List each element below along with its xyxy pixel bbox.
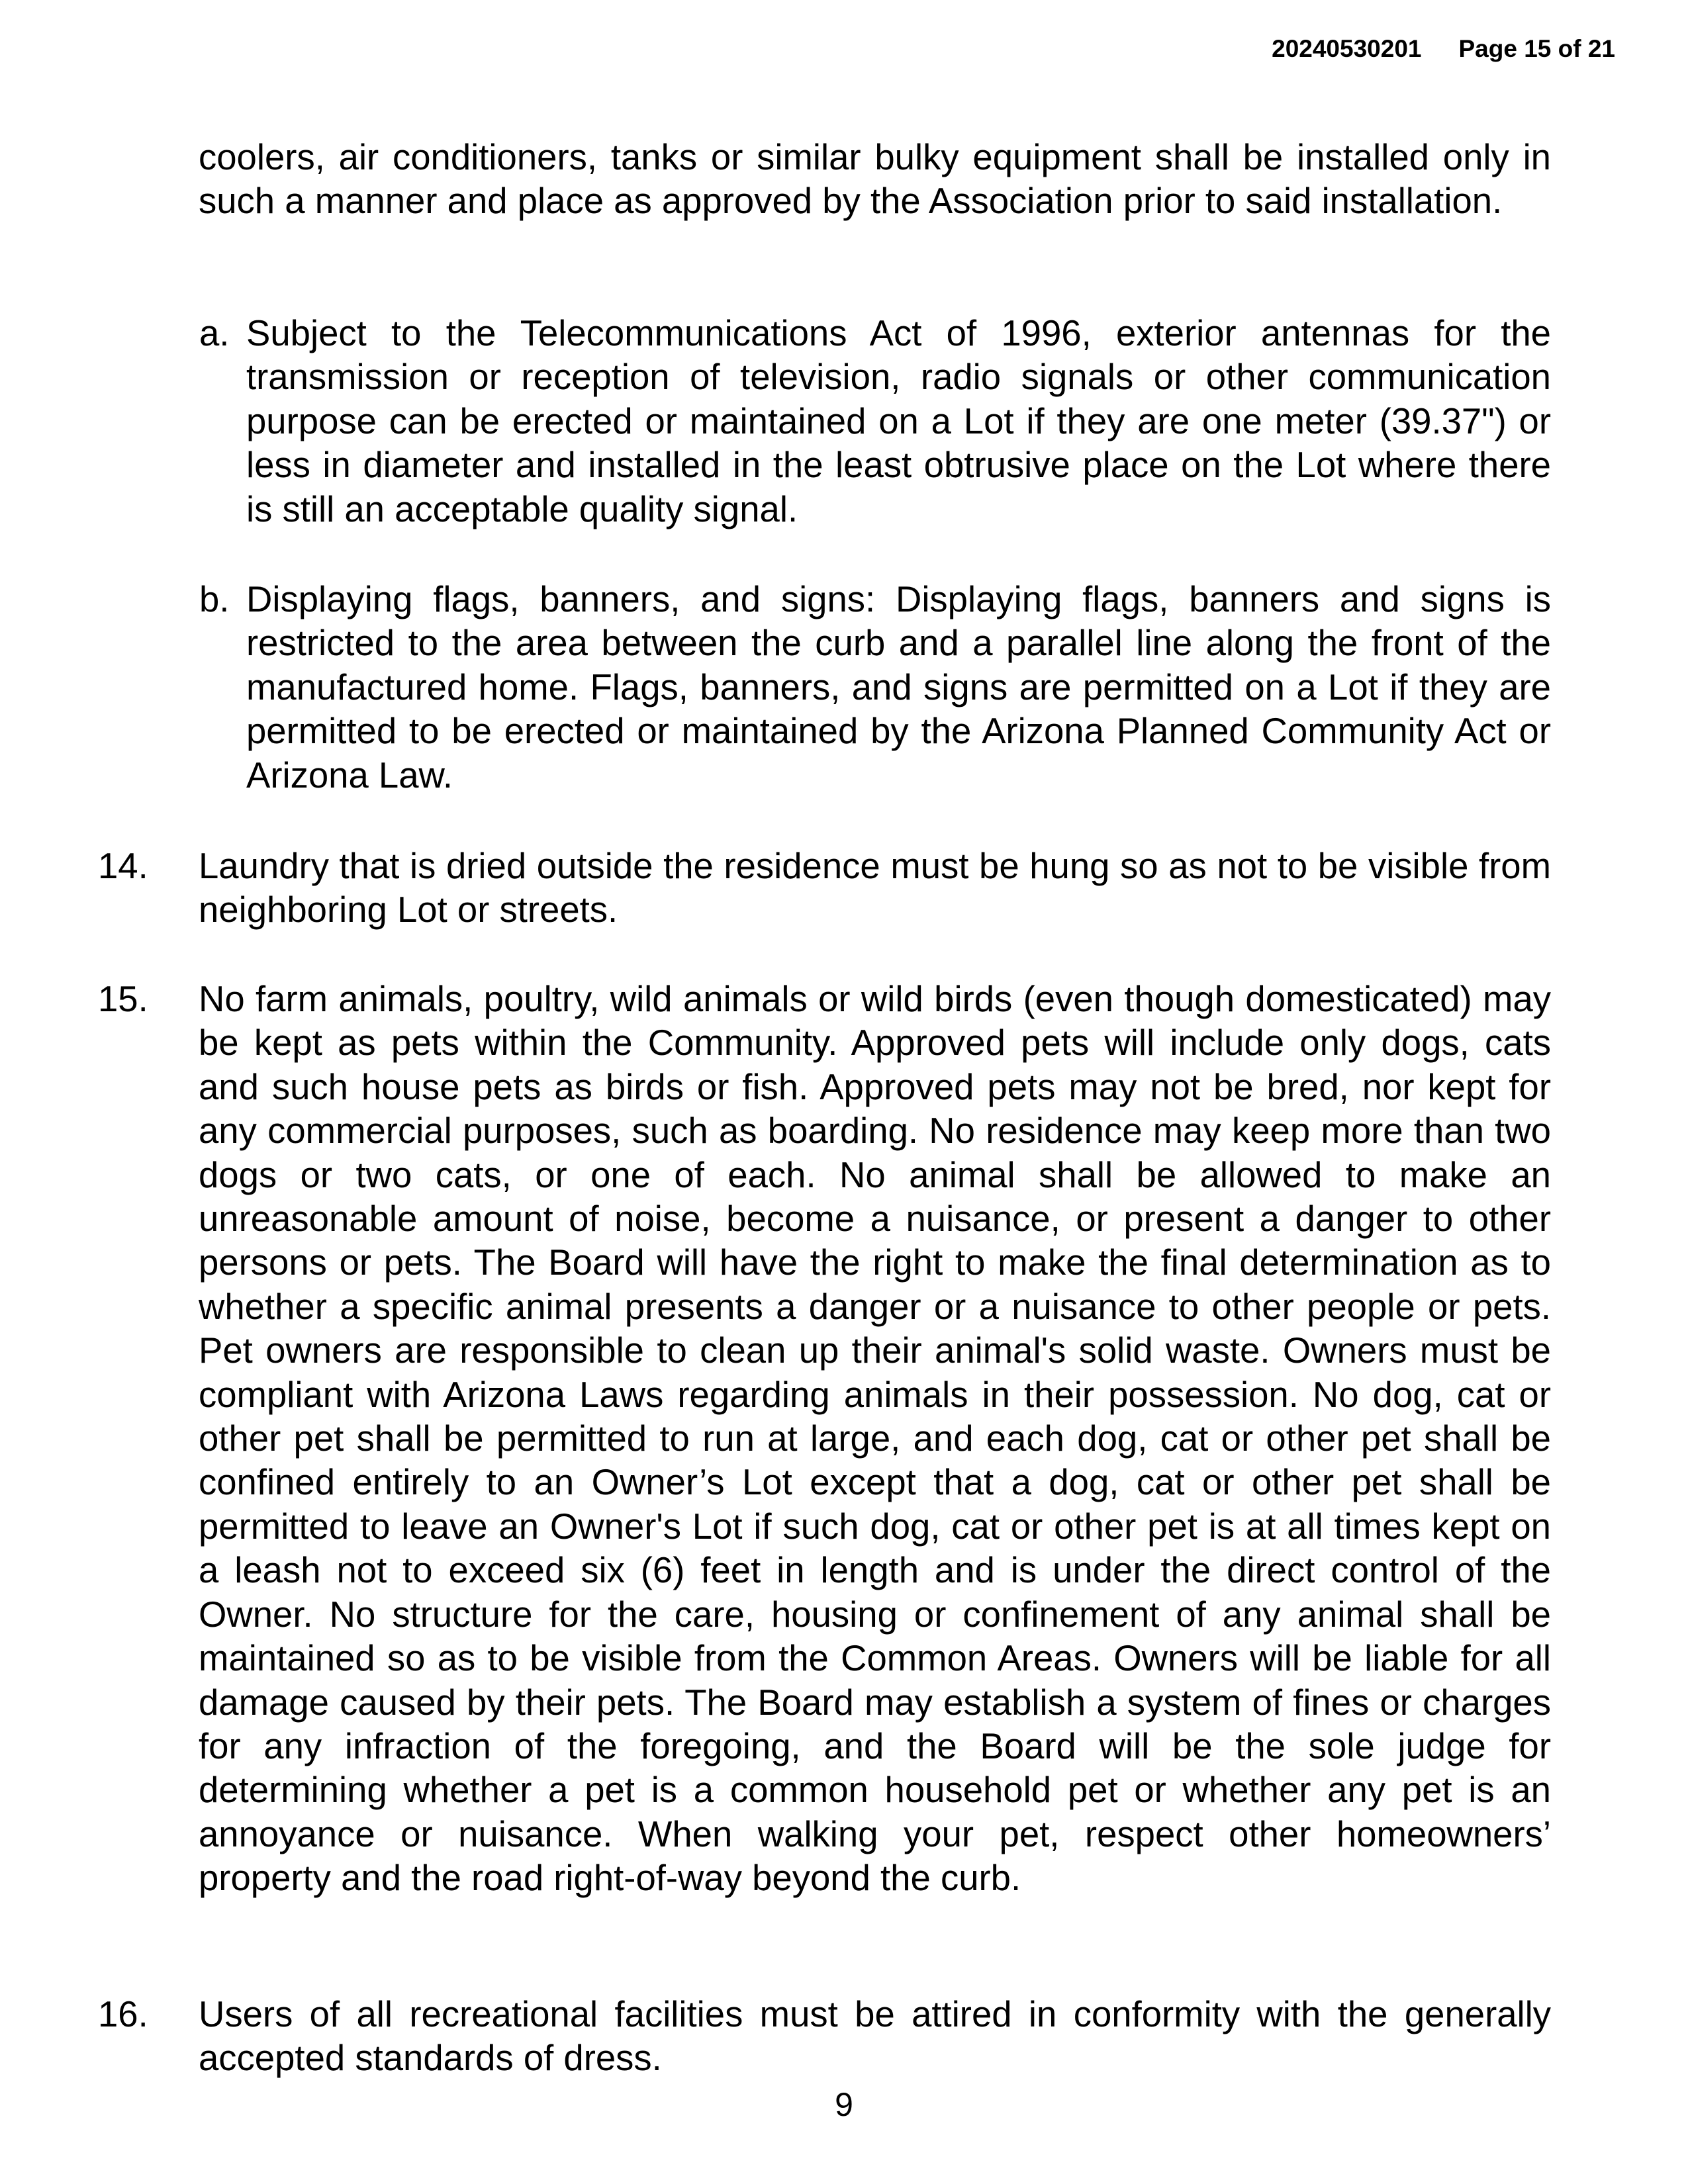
page-header — [1272, 33, 1615, 65]
subitem-text: Subject to the Telecommunications Act of 1996, exterior antennas for the transmission or reception of television, radio signals or other communication purpose can be erected or maintained on a Lot if they are one meter (39.37") or less in diameter and installed in the least obtrusive place on the Lot where there is still an acceptable quality signal. — [246, 313, 1551, 529]
subitem-a — [199, 312, 1551, 531]
item-number: 15. — [98, 979, 148, 1019]
subitem-marker: b. — [199, 579, 230, 619]
item-15-text: No farm animals, poultry, wild animals or wild birds (even though domesticated) may be kept as pets within the Community. Approved pets will include only dogs, cats and such house pets as birds or fish. Approved pets may not be bred, nor kept for any commercial purposes, such as boarding. No residence may keep more than two dogs or two cats, or one of each. No animal shall be allowed to make an unreasonable amount of noise, become a nuisance, or present a danger to other persons or pets. The Board will have the right to make the final determination as to whether a specific animal presents a danger or a nuisance to other people or pets. Pet owners are responsible to clean up their animal's solid waste. Owners must be compliant with Arizona Laws regarding animals in their possession. No dog, cat or other pet shall be permitted to run at large, and each dog, cat or other pet shall be confined entirely to an Owner’s Lot except that a dog, cat or other pet shall be permitted to leave an Owner's Lot if such dog, cat or other pet is at all times kept on a leash not to exceed six (6) feet in length and is under the direct control of the Owner. No structure for the care, housing or confinement of any animal shall be maintained so as to be visible from the Common Areas. Owners will be liable for all damage caused by their pets. The Board may establish a system of fines or charges for any infraction of the foregoing, and the Board will be the sole judge for determining whether a pet is a common household pet or whether any pet is an annoyance or nuisance. When walking your pet, respect other homeowners’ property and the road right-of-way beyond the curb. — [199, 979, 1551, 1899]
page-number: 9 — [835, 2086, 853, 2123]
subitem-b — [199, 578, 1551, 797]
intro-paragraph: coolers, air conditioners, tanks or similar bulky equipment shall be installed only in such a manner and place as approved by the Association prior to said installation. — [199, 137, 1551, 222]
subitem-text: Displaying flags, banners, and signs: Displaying flags, banners and signs is restricted to the area between the curb and a parallel line along the front of the manufactured home. Flags, banners, and signs are permitted on a Lot if they are permitted to be erected or maintained by the Arizona Planned Community Act or Arizona Law. — [246, 579, 1551, 796]
subitem-marker: a. — [199, 313, 230, 353]
item-number: 14. — [98, 846, 148, 886]
item-16-text: Users of all recreational facilities must be attired in conformity with the generally accepted standards of dress. — [199, 1994, 1551, 2079]
item-14-text: Laundry that is dried outside the residence must be hung so as not to be visible from neighboring Lot or streets. — [199, 846, 1551, 931]
document-number: 20240530201 — [1272, 35, 1422, 62]
item-number: 16. — [98, 1994, 148, 2034]
page-label: Page 15 of 21 — [1458, 35, 1615, 62]
